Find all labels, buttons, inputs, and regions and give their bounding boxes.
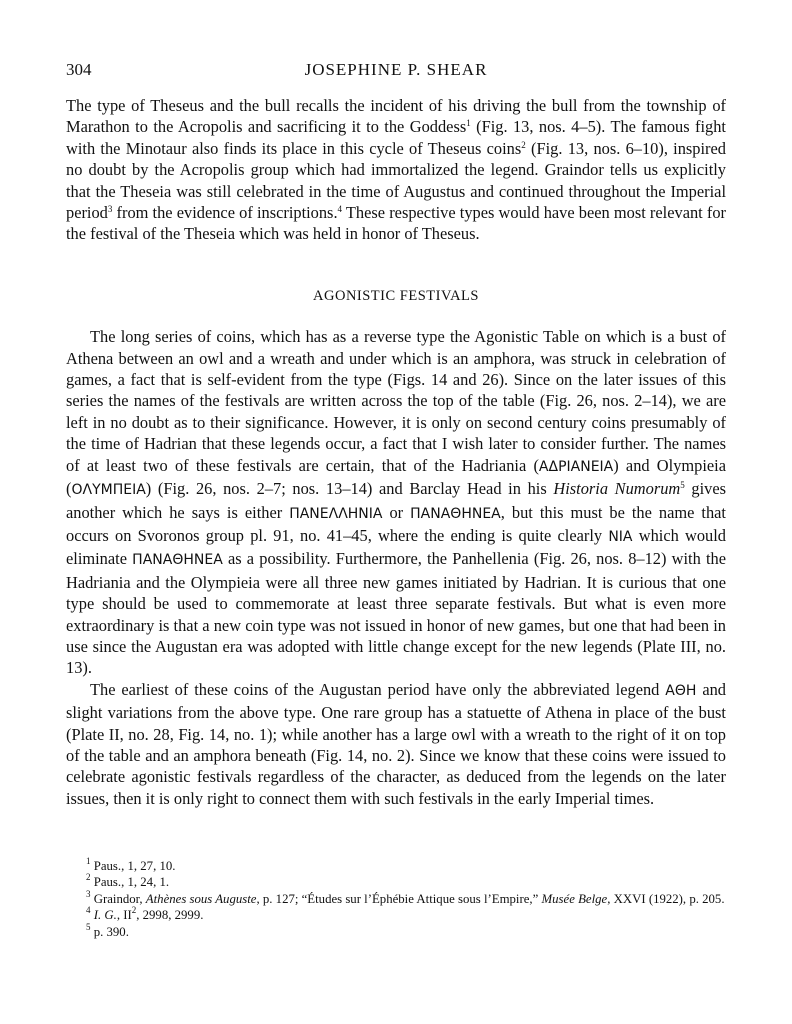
footnote-ref-4: 4: [337, 204, 343, 215]
running-head: JOSEPHINE P. SHEAR: [304, 60, 488, 79]
greek-legend: ΠΑΝΕΛΛΗΝΙΑ: [289, 505, 383, 522]
footnote-2: $^2$ Paus., 1, 24, 1.: [86, 872, 170, 890]
footnote-4: $^4$ I. G., $II^2$, 2998, 2999.: [86, 905, 204, 923]
footnotes: [66, 858, 726, 940]
footnote-ref-2: 2: [521, 139, 526, 150]
paragraph-1: The long series of coins, which has as a reverse type the Agonistic Table on which is a bust of Athena between an owl and a wreath and under which is an amphora, was struck in celebration of games, a fact that is self-evident from the type (Figs. 14 and 26). Since on the later issues of this series the names of the festivals are written across the top of the table (Fig. 26, nos. 2–14), we are left in no doubt as to their significance. However, it is only on second century coins presumably of the time of Hadrian that these legends occur, a fact that I wish later to consider further. The names of at least two of these festivals are certain, that of the Hadriania (ΑΔΡΙΑΝΕΙΑ) and Olympieia (ΟΛΥΜΠΕΙΑ) (Fig. 26, nos. 2–7; nos. 13–14) and Barclay Head in his Historia Numorum$^5$ gives another which he says is either ΠΑΝΕΛΛΗΝΙΑ or ΠΑΝΑΘΗΝΕΑ, but this must be the name that occurs on Svoronos group pl. 91, no. 41–45, where the ending is quite clearly ΝΙΑ which would eliminate ΠΑΝΑΘΗΝΕΑ as a possibility. Furthermore, the Panhellenia (Fig. 26, nos. 8–12) with the Hadriania and the Olympieia were all three new games initiated by Hadrian. It is curious that one type should be used to commemorate at least three separate festivals. But what is even more extraordinary is that a new coin type was not issued in honor of new games, but one that had been in use since the Augustan era was adopted with little change except for the new legends (Plate III, no. 13).: [66, 327, 726, 678]
footnote-5: $^5$ p. 390.: [86, 921, 129, 939]
paragraph-2: The earliest of these coins of the Augustan period have only the abbreviated legend ΑΘΗ and slight variations from the above type. One rare group has a statuette of Athena in place of the bust (Plate II, no. 28, Fig. 14, no. 1); while another has a large owl with a wreath to the right of it on top of the table and an amphora beneath (Fig. 14, no. 2). Since we know that these coins were issued to celebrate agonistic festivals regardless of the character, as deduced from the legends on the later issues, then it is only right to connect them with such festivals in the early Imperial times.: [66, 679, 726, 808]
page-header: [66, 60, 726, 82]
greek-legend: ΠΑΝΑΘΗΝΕΑ: [132, 552, 223, 569]
greek-legend: ΠΑΝΑΘΗΝΕΑ: [410, 505, 501, 522]
greek-legend: ΑΔΡΙΑΝΕΙΑ: [538, 458, 614, 475]
footnote-ref-1: 1: [466, 118, 471, 129]
footnote-3: $^3$ Graindor, Athènes sous Auguste, p. 127; “Études sur l’Éphébie Attique sous l’Empire,” Musée Belge, XXVI (1922), p. 205.: [86, 888, 725, 906]
footnote-ref-3: 3: [107, 204, 113, 215]
italic-title: Historia Numorum: [553, 479, 681, 499]
page-number: 304: [66, 60, 92, 79]
greek-legend: ΝΙΑ: [608, 528, 633, 545]
article-body: [66, 95, 726, 809]
intro-paragraph: The type of Theseus and the bull recalls the incident of his driving the bull from the township of Marathon to the Acropolis and sacrificing it to the Goddess$^1$ (Fig. 13, nos. 4–5). The famous fight with the Minotaur also finds its place in this cycle of Theseus coins$^2$ (Fig. 13, nos. 6–10), inspired no doubt by the Acropolis group which had immortalized the legend. Graindor tells us explicitly that the Theseia was still celebrated in the time of Augustus and continued throughout the Imperial period$^3$ from the evidence of inscriptions.$^4$ These respective types would have been most relevant for the festival of the Theseia which was held in honor of Theseus.: [66, 96, 726, 244]
section-title: AGONISTIC FESTIVALS: [313, 287, 479, 304]
greek-legend: ΑΘΗ: [665, 682, 697, 699]
greek-legend: ΟΛΥΜΠΕΙΑ: [71, 482, 146, 499]
footnote-ref-5: 5: [680, 480, 685, 491]
footnote-1: $^1$ Paus., 1, 27, 10.: [86, 856, 176, 873]
